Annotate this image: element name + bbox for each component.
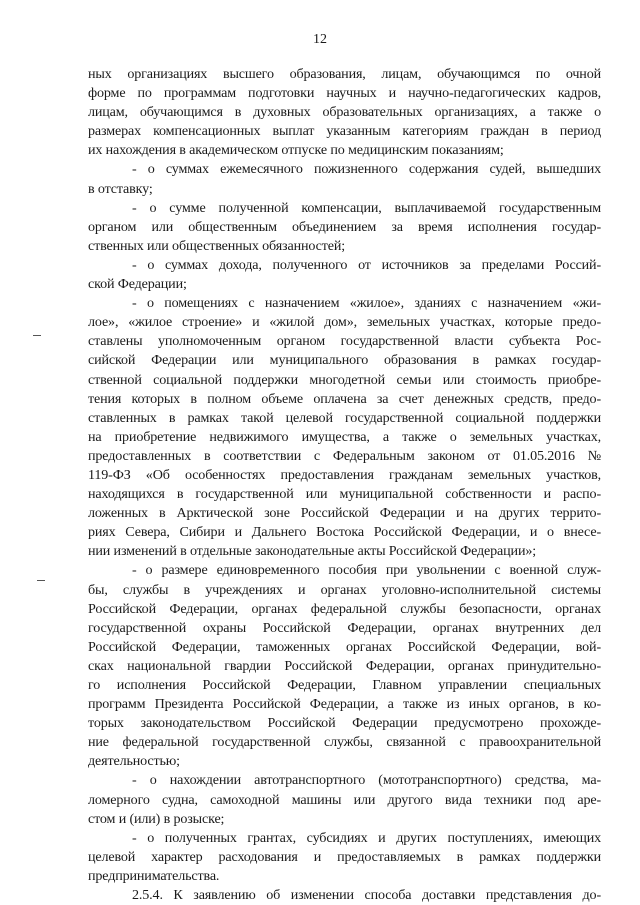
text-line: бы, службы в учреждениях и органах уголовно-исполнительной системы <box>88 581 601 598</box>
text-line: торых законодательством Российской Федерации предусмотрено прохожде- <box>88 715 601 732</box>
text-line: - о размере единовременного пособия при увольнении с военной служ- <box>132 562 601 579</box>
text-line: ственной социальной поддержки многодетной семьи или стоимость приобре- <box>88 371 601 388</box>
text-line: предпринимательства. <box>88 867 220 884</box>
text-line: Российской Федерации, таможенных органах Российской Федерации, вой- <box>88 638 601 655</box>
text-line: государственной охраны Российской Федерации, органах внутренних дел <box>88 619 601 636</box>
text-line: ных организациях высшего образования, лицам, обучающимся по очной <box>88 66 601 82</box>
text-line: в отставку; <box>88 180 153 197</box>
text-line: целевой характер расходования и предоставляемых в рамках поддержки <box>88 848 601 865</box>
text-line: ложенных в Арктической зоне Российской Федерации и на других террито- <box>88 505 601 522</box>
text-line: Российской Федерации, органах федеральной службы безопасности, органах <box>88 600 601 617</box>
text-line: программ Президента Российской Федерации, а также из иных органов, в ко- <box>88 696 601 713</box>
text-line: - о нахождении автотранспортного (мототранспортного) средства, ма- <box>132 772 601 789</box>
text-line: сках национальной гвардии Российской Федерации, органах принудительно- <box>88 657 601 674</box>
text-line: - о суммах дохода, полученного от источников за пределами Россий- <box>132 256 601 273</box>
text-line: лицам, обучающимся в духовных образовательных организациях, а также о <box>88 104 601 121</box>
text-line: 2.5.4. К заявлению об изменении способа доставки представления до- <box>132 887 601 904</box>
text-line: лое», «жилое строение» и «жилой дом», земельных участках, которые предо- <box>88 314 601 331</box>
text-line: стом и (или) в розыске; <box>88 810 225 827</box>
margin-mark <box>37 580 45 581</box>
text-line: - о сумме полученной компенсации, выплачиваемой государственным <box>132 199 601 216</box>
text-line: нии изменений в отдельные законодательные акты Российской Федерации»; <box>88 543 537 560</box>
margin-mark <box>33 335 41 336</box>
text-line: форме по программам подготовки научных и научно-педагогических кадров, <box>88 85 601 102</box>
text-line: находящихся в государственной или муниципальной собственности и распо- <box>88 486 601 503</box>
text-line: на приобретение недвижимого имущества, а также о земельных участках, <box>88 428 601 445</box>
text-line: ние федеральной государственной службы, связанной с правоохранительной <box>88 734 601 751</box>
text-line: - о помещениях с назначением «жилое», зданиях с назначением «жи- <box>132 295 601 312</box>
page-number: 12 <box>313 32 327 47</box>
document-body <box>88 65 601 905</box>
text-line: го исполнения Российской Федерации, Главном управлении специальных <box>88 677 601 693</box>
text-line: деятельностью; <box>88 753 180 770</box>
text-line: ставленных в рамках такой целевой государственной социальной поддержки <box>88 409 601 426</box>
text-line: 119-ФЗ «Об особенностях предоставления гражданам земельных участков, <box>88 466 601 483</box>
text-line: предоставленных в соответствии с Федеральным законом от 01.05.2016 № <box>88 447 601 464</box>
text-line: ственных или общественных обязанностей; <box>88 237 345 254</box>
text-line: органом или общественным объединением за время исполнения государ- <box>88 218 601 235</box>
text-line: тения которых в полном объеме оплачена за счет денежных средств, предо- <box>88 390 601 407</box>
text-line: - о суммах ежемесячного пожизненного содержания судей, вышедших <box>132 161 601 178</box>
text-line: - о полученных грантах, субсидиях и других поступлениях, имеющих <box>132 829 601 846</box>
text-line: ставлены уполномоченным органом государственной власти субъекта Рос- <box>88 333 601 350</box>
text-line: сийской Федерации или муниципального образования в рамках государ- <box>88 352 601 369</box>
text-line: риях Севера, Сибири и Дальнего Востока Российской Федерации, и о внесе- <box>88 524 601 541</box>
text-line: ской Федерации; <box>88 276 187 293</box>
text-line: размерах компенсационных выплат указанным категориям граждан в период <box>88 123 601 140</box>
text-line: ломерного судна, самоходной машины или другого вида техники под аре- <box>88 791 601 808</box>
text-line: их нахождения в академическом отпуске по медицинским показаниям; <box>88 142 504 159</box>
